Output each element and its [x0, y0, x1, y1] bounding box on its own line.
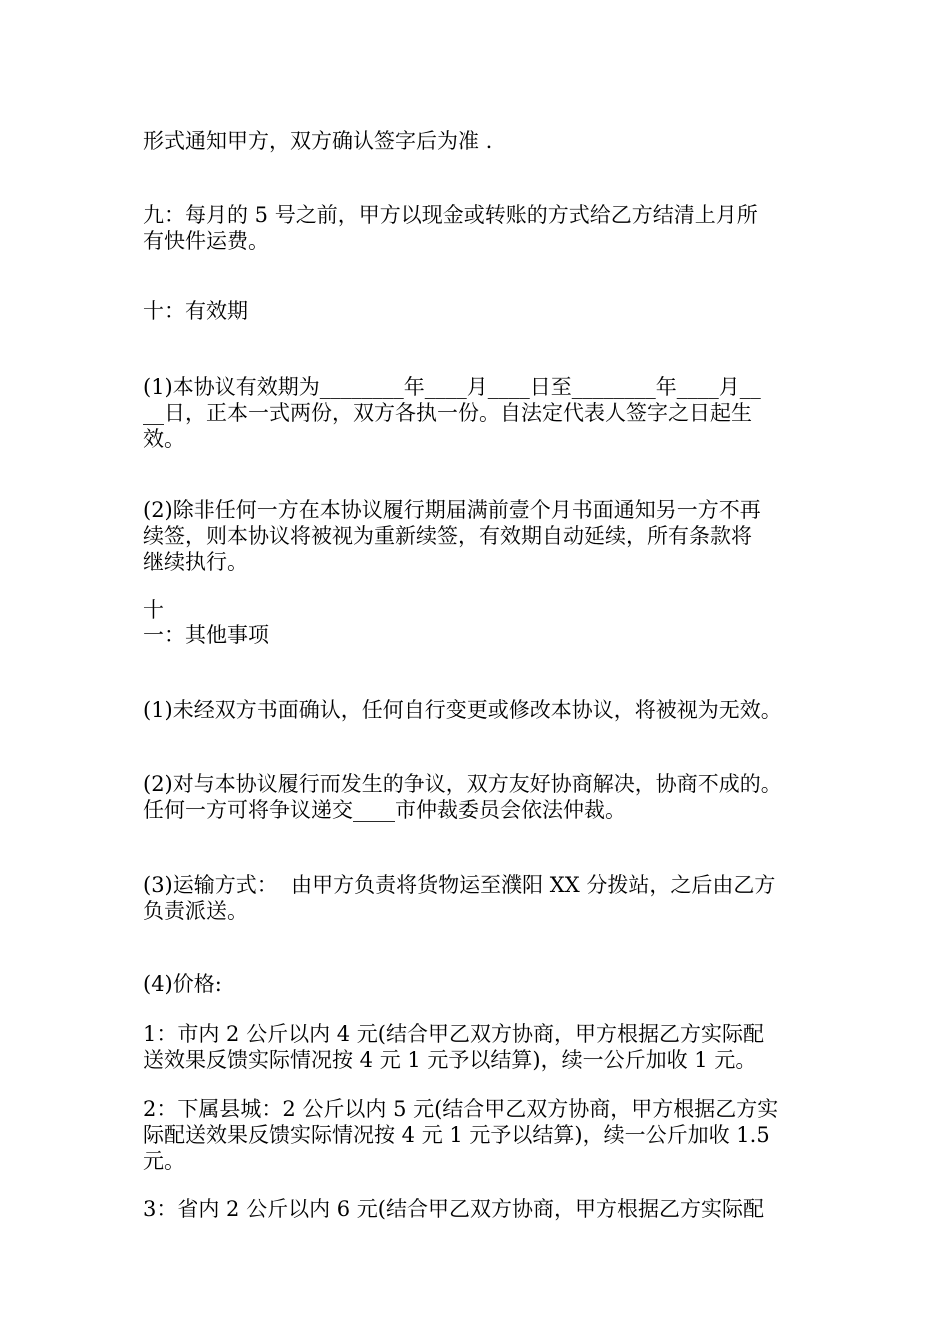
- text-line: 负责派送。: [143, 899, 248, 923]
- text-line: (2)除非任何一方在本协议履行期届满前壹个月书面通知另一方不再: [143, 498, 761, 522]
- text-line: 送效果反馈实际情况按 4 元 1 元予以结算)，续一公斤加收 1 元。: [143, 1048, 757, 1072]
- text-line: 际配送效果反馈实际情况按 4 元 1 元予以结算)，续一公斤加收 1.5: [143, 1123, 770, 1147]
- text-line: 元。: [143, 1149, 185, 1173]
- text-line: __日，正本一式两份，双方各执一份。自法定代表人签字之日起生: [143, 401, 752, 425]
- text-line: 形式通知甲方，双方确认签字后为准 .: [143, 129, 493, 153]
- text-line: (1)本协议有效期为________年____月____日至________年____月__: [143, 375, 761, 399]
- text-line: 继续执行。: [143, 550, 248, 574]
- section-heading: 十：有效期: [143, 299, 248, 323]
- text-line: 有快件运费。: [143, 229, 269, 253]
- text-line: 1：市内 2 公斤以内 4 元(结合甲乙双方协商，甲方根据乙方实际配: [143, 1022, 764, 1046]
- text-line: 2：下属县城：2 公斤以内 5 元(结合甲乙双方协商，甲方根据乙方实: [143, 1097, 779, 1121]
- section-heading: 十: [143, 598, 164, 622]
- text-line: 任何一方可将争议递交____市仲裁委员会依法仲裁。: [143, 798, 626, 822]
- text-line: (4)价格:: [143, 972, 222, 996]
- text-line: 九：每月的 5 号之前，甲方以现金或转账的方式给乙方结清上月所: [143, 203, 758, 227]
- text-line: 效。: [143, 427, 185, 451]
- text-line: 续签，则本协议将被视为重新续签，有效期自动延续，所有条款将: [143, 524, 752, 548]
- text-line: (1)未经双方书面确认，任何自行变更或修改本协议，将被视为无效。: [143, 698, 782, 722]
- section-heading: 一：其他事项: [143, 623, 269, 647]
- text-line: (3)运输方式： 由甲方负责将货物运至濮阳 XX 分拨站，之后由乙方: [143, 873, 776, 897]
- text-line: 3：省内 2 公斤以内 6 元(结合甲乙双方协商，甲方根据乙方实际配: [143, 1197, 764, 1221]
- text-line: (2)对与本协议履行而发生的争议，双方友好协商解决，协商不成的。: [143, 772, 782, 796]
